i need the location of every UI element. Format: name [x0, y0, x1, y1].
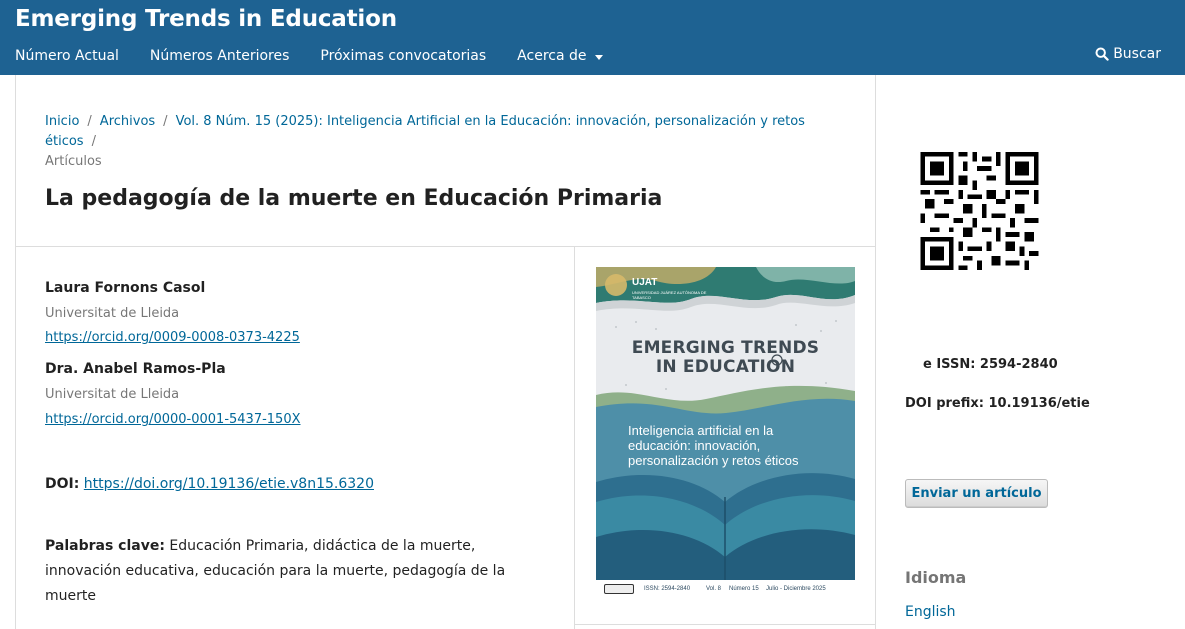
search-label: Buscar: [1113, 46, 1161, 62]
cover-journal-line: IN EDUCATION: [655, 357, 796, 377]
cover-journal-line: EMERGING TRENDS: [631, 338, 820, 358]
submit-article-button[interactable]: Enviar un artículo: [905, 479, 1048, 508]
nav-upcoming-calls[interactable]: Próximas convocatorias: [320, 48, 487, 64]
cover-number: Número 15: [729, 586, 759, 592]
creative-commons-icon: [604, 584, 634, 594]
qr-code-icon: [920, 152, 1039, 270]
cover-logo: UJAT: [632, 277, 658, 288]
author-name: Dra. Anabel Ramos-Pla: [45, 361, 226, 377]
issue-cover-image[interactable]: [596, 267, 855, 599]
cover-issn: ISSN: 2594-2840: [644, 586, 691, 592]
search-link[interactable]: [1095, 46, 1161, 62]
cover-volume: Vol. 8: [706, 586, 722, 592]
sidebar-doi-prefix: DOI prefix: 10.19136/etie: [905, 396, 1090, 411]
nav-about-label: Acerca de: [517, 48, 587, 64]
doi-label: DOI:: [45, 476, 80, 492]
breadcrumb-archives[interactable]: Archivos: [99, 114, 156, 129]
search-icon: [1095, 47, 1109, 61]
main-content: [15, 75, 876, 629]
site-title[interactable]: Emerging Trends in Education: [15, 6, 397, 32]
site-header: [0, 0, 1185, 75]
cover-topic: Inteligencia artificial en la educación: innovación, personalización y retos éticos: [628, 423, 799, 468]
article-doi: [45, 476, 374, 492]
sidebar-issn: e ISSN: 2594-2840: [923, 357, 1058, 372]
cover-period: Julio - Diciembre 2025: [766, 586, 826, 592]
author-orcid-link[interactable]: https://orcid.org/0009-0008-0373-4225: [45, 330, 300, 345]
cover-journal-title: [596, 339, 855, 377]
breadcrumb-separator: /: [87, 114, 92, 129]
keywords-value: Educación Primaria, didáctica de la muerte, innovación educativa, educación para la muerte, pedagogía de la muerte: [45, 538, 506, 604]
divider: [16, 246, 875, 247]
author-name: Laura Fornons Casol: [45, 280, 206, 296]
primary-nav: [15, 46, 634, 66]
divider: [574, 624, 875, 625]
breadcrumb: [45, 112, 835, 172]
nav-current-issue[interactable]: Número Actual: [15, 48, 119, 64]
language-heading: Idioma: [905, 568, 967, 587]
article-keywords: [45, 534, 545, 609]
article-title: La pedagogía de la muerte en Educación Primaria: [45, 186, 663, 211]
breadcrumb-home[interactable]: Inicio: [45, 114, 80, 129]
column-divider: [574, 246, 575, 629]
keywords-label: Palabras clave:: [45, 538, 165, 554]
author-affiliation: Universitat de Lleida: [45, 306, 180, 321]
nav-archives[interactable]: Números Anteriores: [149, 48, 290, 64]
cover-logo-subtitle: UNIVERSIDAD JUÁREZ AUTÓNOMA DE TABASCO: [632, 290, 707, 300]
language-english-link[interactable]: English: [905, 604, 956, 620]
breadcrumb-separator: /: [163, 114, 168, 129]
author-affiliation: Universitat de Lleida: [45, 387, 180, 402]
breadcrumb-issue[interactable]: Vol. 8 Núm. 15 (2025): Inteligencia Artificial en la Educación: innovación, personalización y retos éticos: [45, 114, 805, 149]
chevron-down-icon: [595, 55, 603, 60]
cover-footer: [596, 580, 855, 599]
nav-about[interactable]: [517, 46, 602, 66]
breadcrumb-separator: /: [91, 134, 96, 149]
doi-link[interactable]: https://doi.org/10.19136/etie.v8n15.6320: [83, 476, 374, 492]
breadcrumb-current: Artículos: [45, 154, 102, 169]
author-orcid-link[interactable]: https://orcid.org/0000-0001-5437-150X: [45, 412, 301, 427]
